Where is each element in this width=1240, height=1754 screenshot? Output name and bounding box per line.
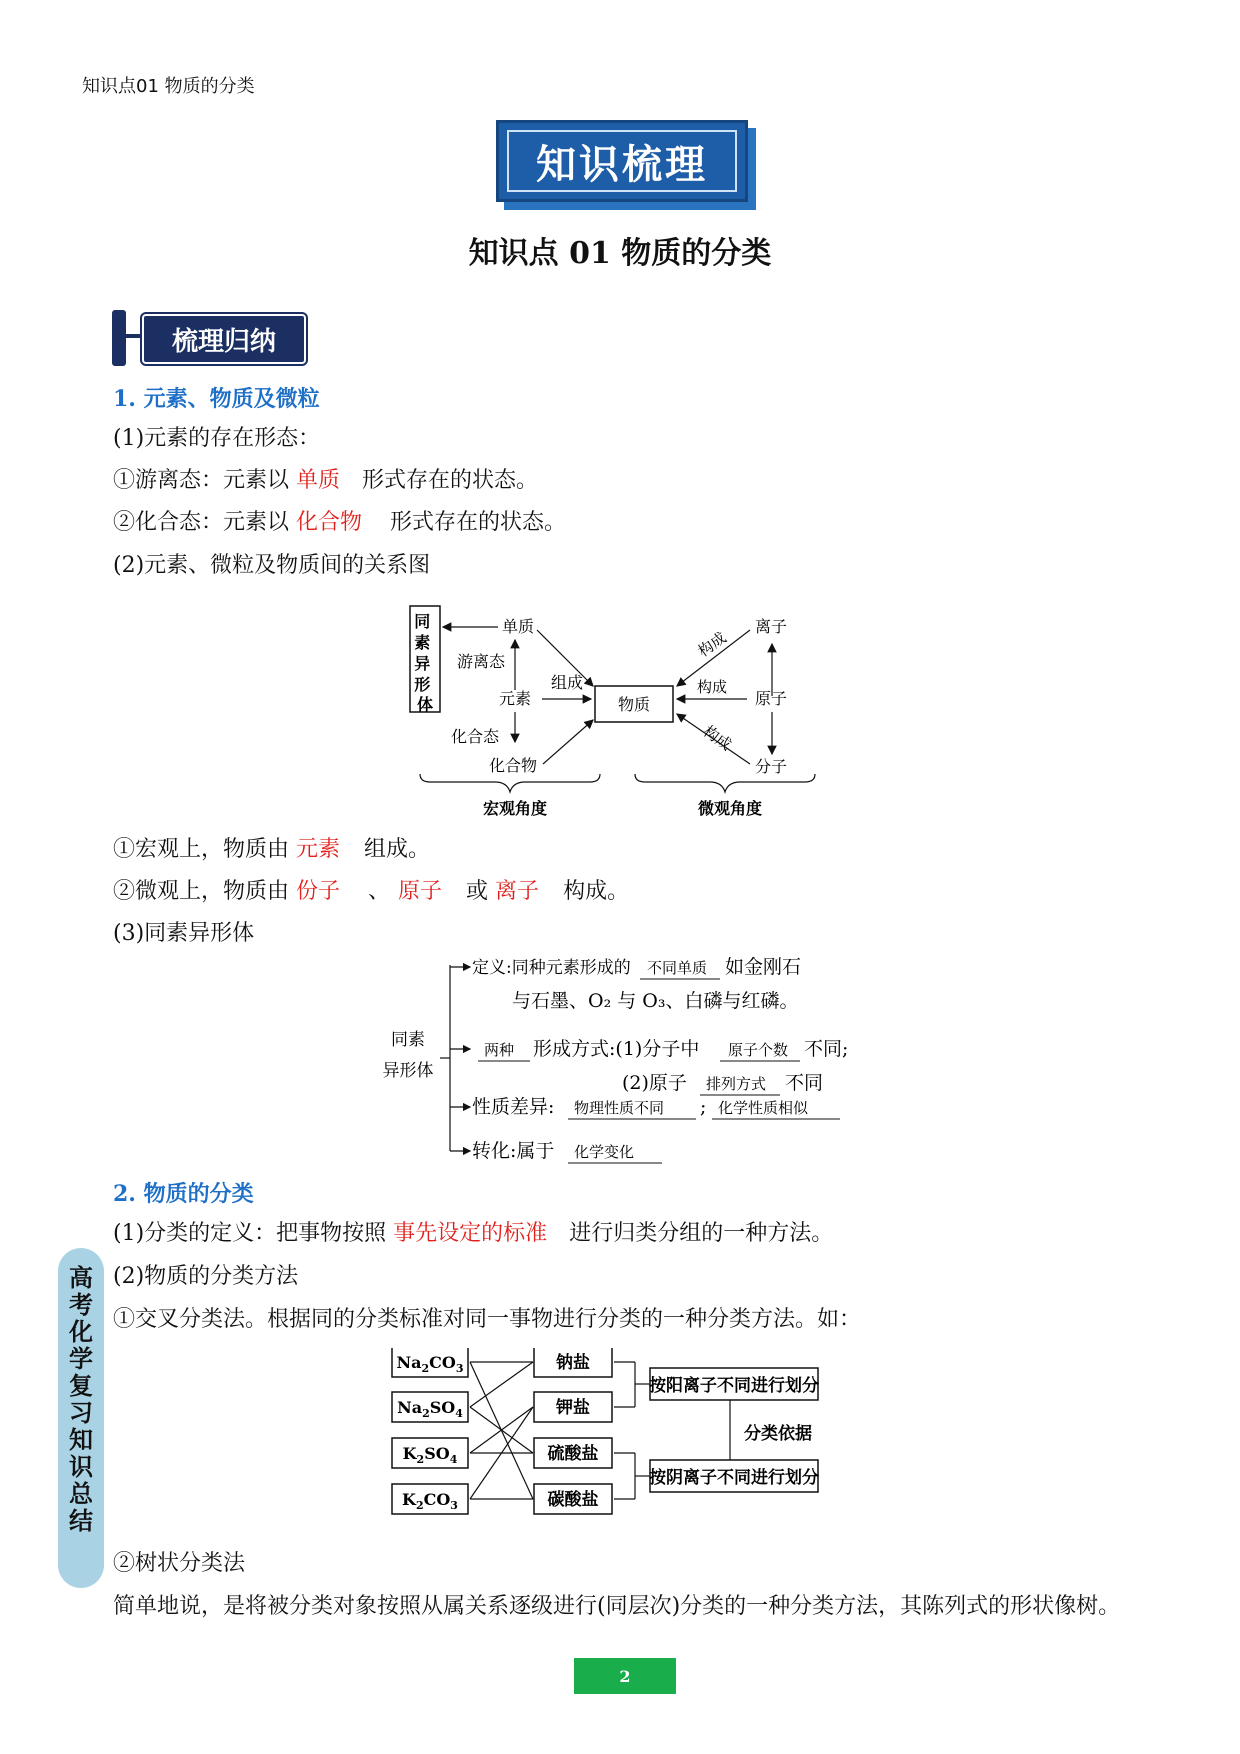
banner-text: 知识梳理 [507,130,737,192]
text: 形式存在的状态。 [362,468,539,493]
answer: 化合物 [296,510,363,535]
by-cation-label: 按阳离子不同进行划分 [649,1376,819,1396]
heading-2: 2. 物质的分类 [113,1181,254,1207]
formula-label-1: $Na_2SO_4$ [397,1398,463,1420]
ways-post: 不同; [804,1038,849,1060]
text: 形式存在的状态。 [390,510,567,535]
tongsu-label: 同 素 异 形 体 [414,612,434,714]
ways2-pre: (2)原子 [622,1072,687,1094]
answer: 份子 [296,879,341,904]
para-1-1: (1)元素的存在形态： [113,426,321,451]
para-2-4: ②树状分类法 [113,1551,246,1576]
page-number: 2 [574,1658,676,1694]
allo-root-2: 异形体 [382,1061,434,1081]
tag-bar [112,310,126,366]
para-2-3: ①交叉分类法。根据同的分类标准对同一事物进行分类的一种分类方法。如： [113,1307,862,1332]
prop-fill1: 物理性质不同 [574,1099,665,1117]
para-1-6 [113,877,629,907]
salt-label-3: 碳酸盐 [547,1490,599,1510]
text: ②化合态：元素以 [113,510,296,535]
para-1-2 [113,466,538,496]
wuzhi-label: 物质 [617,695,651,714]
huahewu-label: 化合物 [489,756,538,775]
tag-label: 梳理归纳 [142,314,306,364]
text: 或 [466,879,496,904]
prop-pre: 性质差异: [472,1096,555,1118]
conv-pre: 转化:属于 [472,1140,555,1162]
salt-boxes [534,1348,612,1514]
text: (1)分类的定义：把事物按照 [113,1221,394,1246]
sidebar-label [58,1248,104,1588]
prop-fill2: 化学性质相似 [718,1099,809,1117]
salt-label-2: 硫酸盐 [547,1444,599,1464]
tag-link [126,334,142,338]
salt-label-1: 钾盐 [556,1398,590,1418]
text: ①宏观上，物质由 [113,837,296,862]
fenzi-label: 分子 [755,757,788,776]
page-title: 知识点 01 物质的分类 [468,236,772,271]
zucheng-label: 组成 [551,673,584,692]
hongguan-label: 宏观角度 [482,799,548,818]
youli-label: 游离态 [457,652,506,671]
text: 组成。 [364,837,431,862]
weiguan-label: 微观角度 [697,799,763,818]
answer: 离子 [495,879,540,904]
basis-label: 分类依据 [744,1424,812,1444]
text: 进行归类分组的一种方法。 [569,1221,834,1246]
def-pre: 定义:同种元素形成的 [472,958,631,978]
ways2-post: 不同 [785,1072,824,1094]
lizi-label: 离子 [755,617,788,636]
para-2-2: (2)物质的分类方法 [113,1264,299,1289]
sidebar-text: 高 考 化 学 复 习 知 识 总 结 [69,1263,93,1535]
section-tag [112,310,308,366]
heading-1: 1. 元素、物质及微粒 [113,386,320,412]
yuanzi-label: 原子 [755,689,788,708]
def-line2: 与石墨、O₂ 与 O₃、白磷与红磷。 [512,990,799,1012]
formula-label-3: $K_2CO_3$ [402,1490,458,1512]
para-1-3 [113,508,566,538]
ways-pre: 形成方式:(1)分子中 [533,1038,700,1060]
answer: 事先设定的标准 [393,1221,548,1246]
goucheng-mid: 构成 [697,678,728,696]
danzhi-label: 单质 [502,617,535,636]
cross-classification-diagram [390,1348,850,1523]
formula-boxes [392,1348,468,1514]
para-1-5 [113,835,430,865]
ways-fill: 两种 [484,1041,515,1059]
ways2-fill: 排列方式 [706,1075,767,1093]
formula-label-0: $Na_2CO_3$ [396,1353,464,1375]
by-anion-label: 按阴离子不同进行划分 [649,1468,819,1488]
goucheng-bottom: 构成 [699,722,735,755]
ways-fill2: 原子个数 [728,1041,789,1059]
para-2-1 [113,1219,833,1249]
allo-root-1: 同素 [391,1030,425,1050]
running-header: 知识点01 物质的分类 [82,76,255,97]
para-1-4: (2)元素、微粒及物质间的关系图 [113,553,431,578]
allotrope-diagram [380,955,870,1165]
text: 、 [368,879,391,904]
huahetai-label: 化合态 [451,727,500,746]
text: ①游离态：元素以 [113,468,296,493]
def-post: 如金刚石 [725,956,802,978]
answer: 元素 [296,837,341,862]
conv-fill: 化学变化 [574,1143,635,1161]
para-2-5: 简单地说，是将被分类对象按照从属关系逐级进行(同层次)分类的一种分类方法，其陈列式的形状像树。 [113,1594,1121,1619]
answer: 单质 [296,468,341,493]
prop-sep: ; [700,1096,707,1118]
para-1-7: (3)同素异形体 [113,921,255,946]
salt-label-0: 钠盐 [556,1353,590,1373]
text: 构成。 [563,879,630,904]
text: ②微观上，物质由 [113,879,296,904]
section-banner [496,120,748,202]
def-fill: 不同单质 [647,959,708,977]
answer: 原子 [398,879,443,904]
yuansu-label: 元素 [499,689,532,708]
relation-diagram [395,594,835,824]
goucheng-top: 构成 [694,628,730,661]
formula-label-2: $K_2SO_4$ [402,1444,458,1466]
